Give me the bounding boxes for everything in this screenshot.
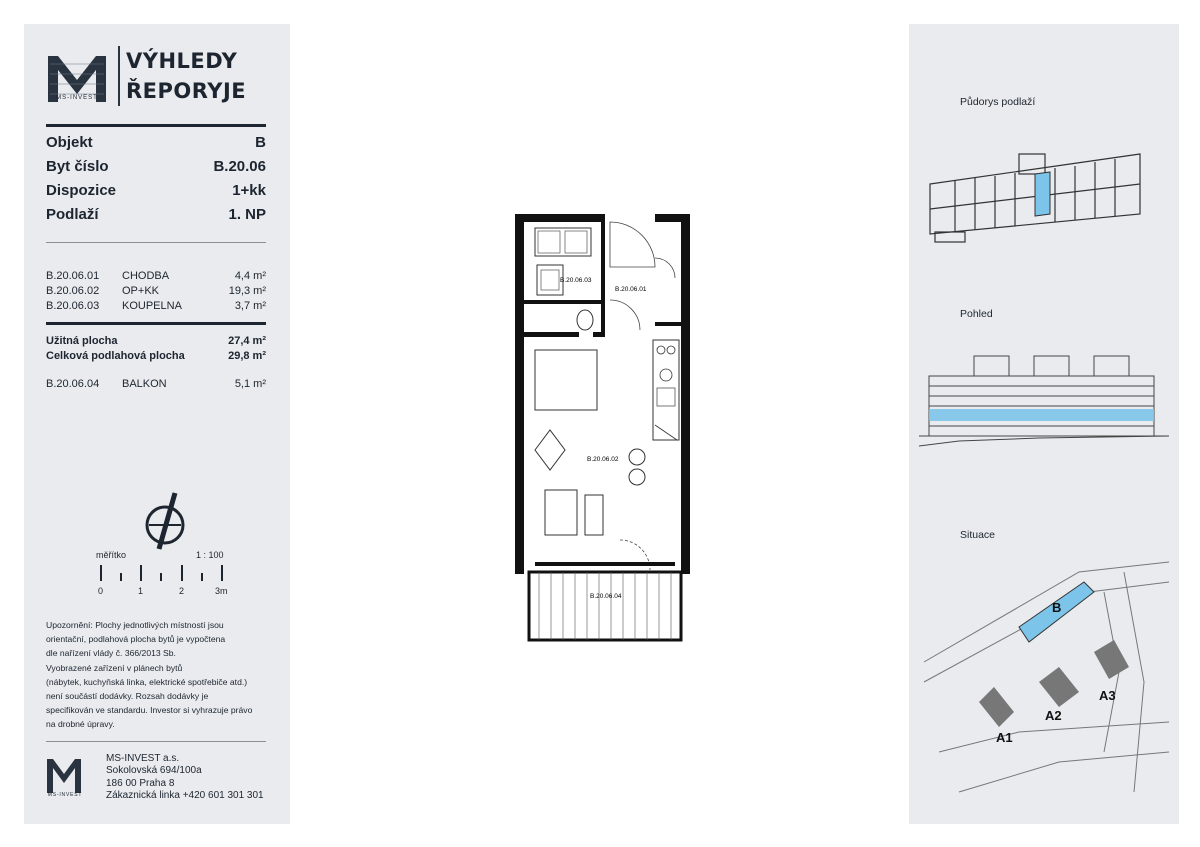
- scale-tick: 2: [179, 586, 185, 596]
- disclaimer-line: orientační, podlahová plocha bytů je vypočtena: [46, 634, 226, 645]
- spec-label: Objekt: [46, 134, 93, 151]
- room-code: B.20.06.04: [46, 378, 100, 390]
- disclaimer-line: dle nařízení vlády č. 366/2013 Sb.: [46, 648, 176, 659]
- address-line: 186 00 Praha 8: [106, 777, 175, 789]
- scale-tick: 1: [138, 586, 144, 596]
- room-row: [46, 270, 266, 285]
- scale-bar-icon: [96, 565, 231, 581]
- room-name: BALKON: [122, 378, 167, 390]
- address-line: Sokolovská 694/100a: [106, 765, 202, 777]
- logo-caption: MS-INVEST: [56, 95, 98, 101]
- floor-plan-thumbnail: [925, 124, 1165, 254]
- divider: [46, 242, 266, 243]
- room-area: 19,3 m²: [228, 285, 266, 297]
- spec-unit-number: [46, 158, 266, 182]
- room-row: [46, 285, 266, 300]
- spec-value: 1+kk: [232, 182, 266, 199]
- area-value: 27,4 m²: [228, 335, 266, 347]
- info-panel: [24, 24, 290, 824]
- room-area: 4,4 m²: [234, 270, 266, 282]
- logo-divider: [118, 46, 120, 106]
- divider: [46, 322, 266, 325]
- customer-line: Zákaznická linka +420 601 301 301: [106, 790, 264, 802]
- site-building-label: A2: [1045, 708, 1062, 723]
- site-building-label: A1: [996, 730, 1013, 745]
- spec-object: [46, 134, 266, 158]
- scale-ratio: 1 : 100: [196, 550, 224, 560]
- site-building-label: B: [1052, 600, 1062, 615]
- room-code: B.20.06.02: [46, 285, 100, 297]
- usable-area: [46, 335, 266, 347]
- room-row: [46, 300, 266, 315]
- room-code: B.20.06.01: [46, 270, 100, 282]
- room-label-bathroom: B.20.06.03: [560, 277, 592, 284]
- location-panel: [909, 24, 1179, 824]
- scale-tick: 3m: [215, 586, 228, 596]
- north-arrow-icon: [139, 491, 191, 553]
- disclaimer-line: specifikován ve standardu. Investor si vyhrazuje právo: [46, 705, 253, 716]
- address-line: MS-INVEST a.s.: [106, 753, 180, 764]
- site-plan-thumbnail: [919, 552, 1174, 802]
- divider: [46, 741, 266, 742]
- divider: [46, 124, 266, 127]
- spec-label: Byt číslo: [46, 158, 109, 175]
- balcony-row: [46, 378, 266, 393]
- apartment-floor-plan: [515, 210, 690, 645]
- disclaimer-line: není součástí dodávky. Rozsah dodávky je: [46, 691, 209, 702]
- disclaimer: [46, 618, 268, 732]
- room-name: KOUPELNA: [122, 300, 182, 312]
- area-label: Užitná plocha: [46, 335, 118, 347]
- disclaimer-line: na drobné úpravy.: [46, 719, 115, 730]
- scale-tick: 0: [98, 586, 104, 596]
- floor-plan-label: Půdorys podlaží: [960, 96, 1036, 108]
- spec-layout: [46, 182, 266, 206]
- disclaimer-line: (nábytek, kuchyňská linka, elektrické spotřebiče atd.): [46, 676, 248, 687]
- ms-invest-logo-icon: [46, 44, 108, 114]
- site-building-label: A3: [1099, 688, 1116, 703]
- project-title: [126, 46, 246, 106]
- scale-label: měřítko: [96, 550, 127, 560]
- disclaimer-line: Upozornění: Plochy jednotlivých místností jsou: [46, 620, 224, 630]
- room-name: CHODBA: [122, 270, 170, 282]
- spec-label: Dispozice: [46, 182, 117, 199]
- total-floor-area: [46, 350, 266, 362]
- spec-value: 1. NP: [228, 206, 266, 223]
- spec-label: Podlaží: [46, 206, 99, 223]
- elevation-thumbnail: [919, 346, 1169, 466]
- room-name: OP+KK: [122, 285, 159, 297]
- spec-value: B.20.06: [213, 158, 266, 175]
- area-label: Celková podlahová plocha: [46, 350, 185, 362]
- room-label-balcony: B.20.06.04: [590, 593, 622, 600]
- project-title-line2: ŘEPORYJE: [126, 79, 247, 103]
- disclaimer-line: Vyobrazené zařízení v plánech bytů: [46, 662, 183, 673]
- room-area: 3,7 m²: [234, 300, 266, 312]
- area-value: 29,8 m²: [228, 350, 266, 362]
- spec-value: B: [255, 134, 266, 151]
- room-code: B.20.06.03: [46, 300, 100, 312]
- room-area: 5,1 m²: [234, 378, 266, 390]
- room-label-hall: B.20.06.01: [615, 286, 647, 293]
- company-address: [106, 753, 264, 803]
- spec-floor: [46, 206, 266, 230]
- site-label: Situace: [960, 529, 996, 541]
- logo-caption: MS-INVEST: [47, 792, 83, 798]
- room-label-living: B.20.06.02: [587, 456, 619, 463]
- elevation-label: Pohled: [960, 308, 993, 320]
- project-title-line1: VÝHLEDY: [126, 49, 238, 73]
